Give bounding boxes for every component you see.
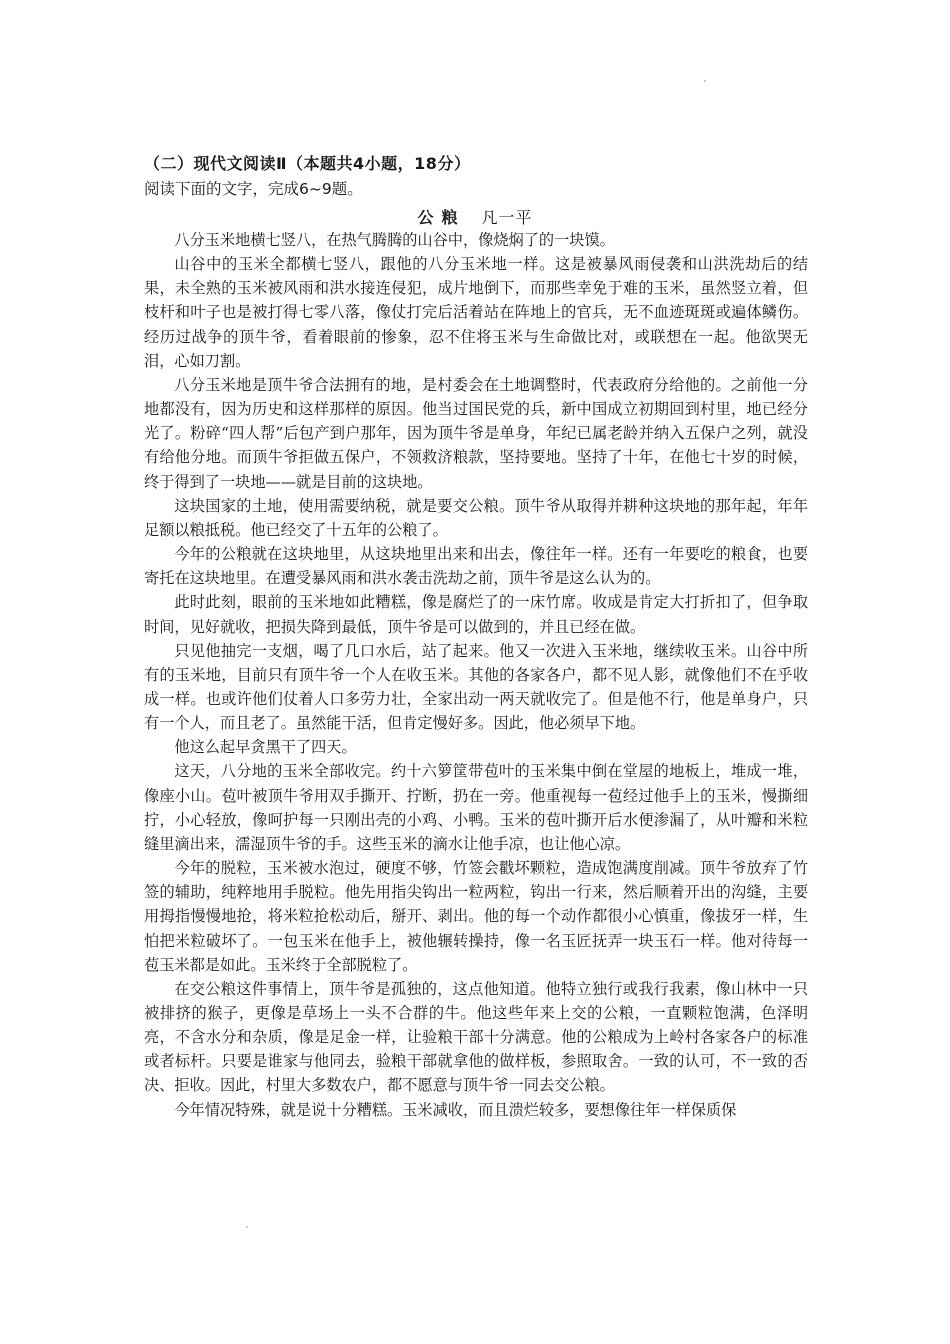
article-body — [144, 228, 808, 1122]
reading-instruction: 阅读下面的文字，完成6~9题。 — [144, 180, 363, 198]
paragraph: 今年情况特殊，就是说十分糟糕。玉米减收，而且溃烂较多，要想像往年一样保质保 — [174, 1100, 737, 1119]
paragraph: 山谷中的玉米全都横七竖八，跟他的八分玉米地一样。这是被暴风雨侵袭和山洪洗劫后的结果，未全熟的玉米被风雨和洪水接连侵犯，成片地倒下，而那些幸免于难的玉米，虽然竖立着，但枝杆和叶子也是被打得七零八落，像仗打完后活着站在阵地上的官兵，无不血迹斑斑或遍体鳞伤。经历过战争的顶牛爷，看着眼前的惨象，忍不住将玉米与生命做比对，或联想在一起。他欲哭无泪，心如刀割。 — [144, 255, 808, 370]
paragraph: 他这么起早贪黑干了四天。 — [174, 738, 357, 757]
paragraph: 只见他抽完一支烟，喝了几口水后，站了起来。他又一次进入玉米地，继续收玉米。山谷中所有的玉米地，目前只有顶牛爷一个人在收玉米。其他的各家各户，都不见人影，就像他们不在乎收成一样。也或许他们仗着人口多劳力壮，全家出动一两天就收完了。但是他不行，他是单身户，只有一个人，而且老了。虽然能干活，但肯定慢好多。因此，他必须早下地。 — [144, 641, 808, 733]
article-title-line — [0, 205, 950, 228]
paragraph: 八分玉米地是顶牛爷合法拥有的地，是村委会在土地调整时，代表政府分给他的。之前他一分地都没有，因为历史和这样那样的原因。他当过国民党的兵，新中国成立初期回到村里，地已经分光了。粉碎“四人帮”后包产到户那年，因为顶牛爷是单身，年纪已属老龄并纳入五保户之列，就没有给他分地。而顶牛爷拒做五保户，不领救济粮款，坚持要地。坚持了十年，在他七十岁的时候，终于得到了一块地——就是目前的这块地。 — [144, 375, 808, 491]
scan-speck — [704, 80, 706, 82]
paragraph: 这块国家的土地，使用需要纳税，就是要交公粮。顶牛爷从取得并耕种这块地的那年起，年年足额以粮抵税。他已经交了十五年的公粮了。 — [144, 496, 808, 539]
paragraph: 今年的公粮就在这块地里，从这块地里出来和出去，像往年一样。还有一年要吃的粮食，也要寄托在这块地里。在遭受暴风雨和洪水袭击洗劫之前，顶牛爷是这么认为的。 — [144, 545, 808, 588]
scan-speck — [246, 1226, 248, 1228]
paragraph: 这天，八分地的玉米全部收完。约十六箩筐带苞叶的玉米集中倒在堂屋的地板上，堆成一堆，像座小山。苞叶被顶牛爷用双手撕开、拧断，扔在一旁。他重视每一苞经过他手上的玉米，慢撕细拧，小心轻放，像呵护每一只刚出壳的小鸡、小鸭。玉米的苞叶撕开后水便渗漏了，从叶瓣和米粒缝里滴出来，濡湿顶牛爷的手。这些玉米的滴水让他手凉，也让他心凉。 — [144, 762, 808, 853]
paragraph: 今年的脱粒，玉米被水泡过，硬度不够，竹签会戳坏颗粒，造成饱满度削减。顶牛爷放弃了竹签的辅助，纯粹地用手脱粒。他先用指尖钩出一粒两粒，钩出一行来，然后顺着开出的沟缝，主要用拇指慢慢地抢，将米粒抢松动后，掰开、剥出。他的每一个动作都很小心慎重，像拔牙一样，生怕把米粒破坏了。一包玉米在他手上，被他辗转操持，像一名玉匠抚弄一块玉石一样。他对待每一苞玉米都是如此。玉米终于全部脱粒了。 — [144, 859, 808, 974]
paragraph: 在交公粮这件事情上，顶牛爷是孤独的，这点他知道。他特立独行或我行我素，像山林中一只被排挤的猴子，更像是草场上一头不合群的牛。他这些年来上交的公粮，一直颗粒饱满，色泽明亮，不含水分和杂质，像是足金一样，让验粮干部十分满意。他的公粮成为上岭村各家各户的标准或者标杆。只要是谁家与他同去，验粮干部就拿他的做样板，参照取舍。一致的认可，不一致的否决、拒收。因此，村里大多数农户，都不愿意与顶牛爷一同去交公粮。 — [144, 979, 808, 1095]
article-author: 凡一平 — [481, 208, 533, 227]
section-heading: （二）现代文阅读Ⅱ（本题共4小题，18分） — [144, 154, 471, 173]
article-title: 公粮 — [417, 208, 466, 227]
paragraph: 八分玉米地横七竖八，在热气腾腾的山谷中，像烧焖了的一块馍。 — [174, 231, 615, 249]
paragraph: 此时此刻，眼前的玉米地如此糟糕，像是腐烂了的一床竹席。收成是肯定大打折扣了，但争取时间，见好就收，把损失降到最低，顶牛爷是可以做到的，并且已经在做。 — [144, 593, 808, 636]
